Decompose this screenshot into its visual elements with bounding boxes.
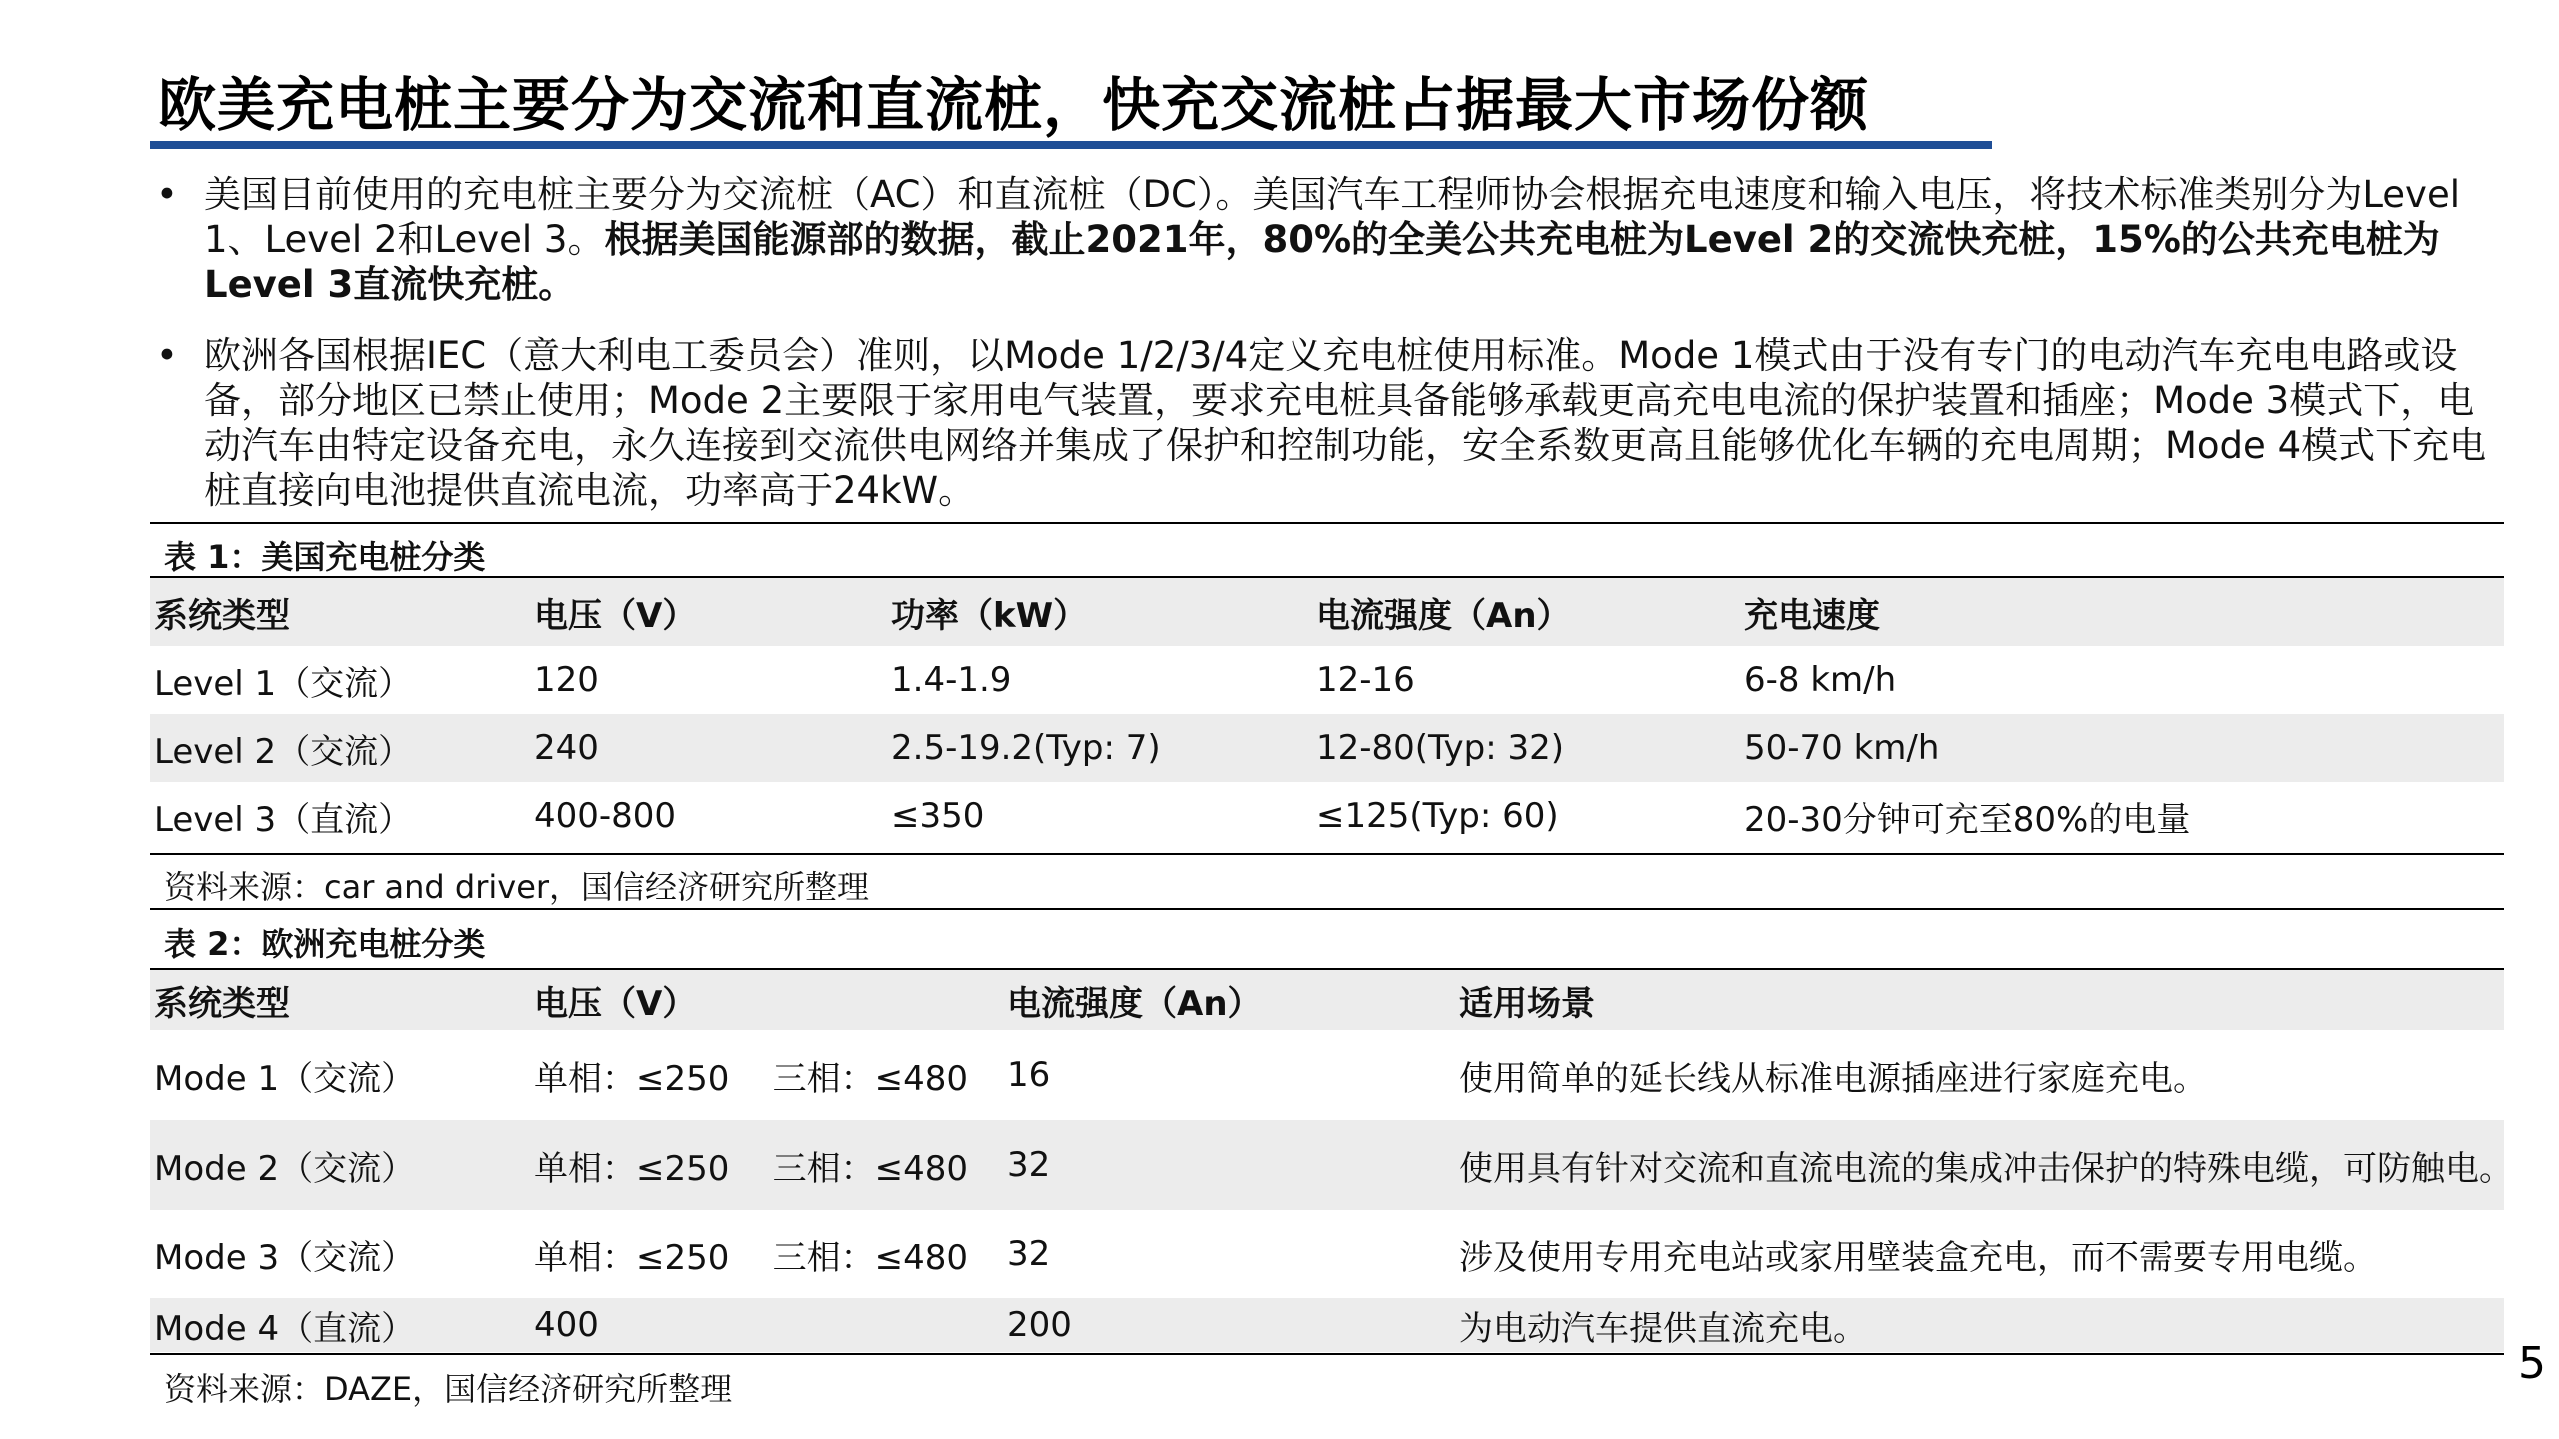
table-cell: Mode 1（交流）	[154, 1058, 416, 1099]
table-cell: 240	[534, 728, 599, 768]
table1-header-cell: 电压（V）	[534, 595, 697, 636]
table-cell: Mode 4（直流）	[154, 1308, 416, 1349]
bullet-item	[150, 172, 2490, 307]
table-row	[150, 1210, 2504, 1298]
table-cell: 2.5-19.2(Typ: 7)	[891, 728, 1161, 768]
table2-header-row	[150, 970, 2504, 1030]
table-cell: 1.4-1.9	[891, 660, 1012, 700]
table-cell: 120	[534, 660, 599, 700]
table-cell: Level 2（交流）	[154, 731, 413, 772]
table1-header-cell: 电流强度（An）	[1316, 595, 1571, 636]
table-cell: ≤125(Typ: 60)	[1316, 796, 1559, 836]
table-cell: 为电动汽车提供直流充电。	[1459, 1308, 1867, 1349]
table2-header-cell: 系统类型	[154, 983, 290, 1024]
bullet-text: 美国目前使用的充电桩主要分为交流桩（AC）和直流桩（DC）。美国汽车工程师协会根据充电速度和输入电压，将技术标准类别分为Level 1、Level 2和Level 3。	[204, 173, 2460, 261]
table-cell: 200	[1007, 1305, 1072, 1345]
table1-bottom-rule	[150, 853, 2504, 855]
bullet-item	[150, 333, 2490, 513]
table2-bottom-rule	[150, 1353, 2504, 1355]
table-cell: 16	[1007, 1055, 1051, 1095]
table1	[150, 578, 2504, 850]
table-cell: 单相：≤250 三相：≤480	[534, 1058, 968, 1099]
table-cell: 12-80(Typ: 32)	[1316, 728, 1565, 768]
table-row	[150, 714, 2504, 782]
table2	[150, 970, 2513, 1352]
table2-top-rule	[150, 908, 2504, 910]
table1-header-cell: 功率（kW）	[891, 595, 1088, 636]
table1-header-cell: 充电速度	[1744, 595, 1880, 636]
table2-caption: 表 2：欧洲充电桩分类	[164, 925, 486, 963]
table-cell: Mode 2（交流）	[154, 1148, 416, 1189]
table1-top-rule	[150, 522, 2504, 524]
table1-source: 资料来源：car and driver，国信经济研究所整理	[164, 868, 870, 906]
table-cell: 使用具有针对交流和直流电流的集成冲击保护的特殊电缆，可防触电。	[1459, 1148, 2513, 1189]
table-row	[150, 782, 2504, 850]
table-row	[150, 646, 2504, 714]
table-cell: 400	[534, 1305, 599, 1345]
table-row	[150, 1120, 2504, 1210]
table1-header-cell: 系统类型	[154, 595, 290, 636]
page-number: 5	[2518, 1338, 2546, 1389]
table2-header-cell: 适用场景	[1459, 983, 1595, 1024]
title-underline	[150, 141, 1992, 149]
bullet-dot-icon: •	[156, 173, 178, 216]
table1-caption: 表 1：美国充电桩分类	[164, 538, 486, 576]
bullet-text: 欧洲各国根据IEC（意大利电工委员会）准则，以Mode 1/2/3/4定义充电桩使用标准。Mode 1模式由于没有专门的电动汽车充电电路或设备，部分地区已禁止使用；Mode 2主要限于家用电气装置，要求充电桩具备能够承载更高充电电流的保护装置和插座；Mode 3模式下，电动汽车由特定设备充电，永久连接到交流供电网络并集成了保护和控制功能，安全系数更高且能够优化车辆的充电周期；Mode 4模式下充电桩直接向电池提供直流电流，功率高于24kW。	[204, 334, 2487, 512]
table-cell: 50-70 km/h	[1744, 728, 1940, 768]
page-title: 欧美充电桩主要分为交流和直流桩，快充交流桩占据最大市场份额	[158, 71, 1870, 139]
table-cell: 6-8 km/h	[1744, 660, 1897, 700]
table-cell: 使用简单的延长线从标准电源插座进行家庭充电。	[1459, 1058, 2207, 1099]
bullet-list	[150, 172, 2490, 513]
table-cell: 32	[1007, 1145, 1051, 1185]
table-cell: Level 1（交流）	[154, 663, 413, 704]
bullet-bold-text: 根据美国能源部的数据，截止2021年，80%的全美公共充电桩为Level 2的交流快充桩，15%的公共充电桩为Level 3直流快充桩。	[204, 218, 2440, 306]
table2-header-cell: 电流强度（An）	[1007, 983, 1262, 1024]
table-cell: 涉及使用专用充电站或家用壁装盒充电，而不需要专用电缆。	[1459, 1237, 2377, 1278]
table-cell: Mode 3（交流）	[154, 1237, 416, 1278]
table2-header-cell: 电压（V）	[534, 983, 697, 1024]
table-cell: 20-30分钟可充至80%的电量	[1744, 799, 2191, 840]
table-cell: 32	[1007, 1234, 1051, 1274]
table-row	[150, 1030, 2504, 1120]
table-cell: 400-800	[534, 796, 677, 836]
table-cell: 单相：≤250 三相：≤480	[534, 1237, 968, 1278]
table-cell: ≤350	[891, 796, 985, 836]
table-cell: 单相：≤250 三相：≤480	[534, 1148, 968, 1189]
table-row	[150, 1298, 2504, 1352]
table-cell: 12-16	[1316, 660, 1415, 700]
table2-source: 资料来源：DAZE，国信经济研究所整理	[164, 1370, 733, 1408]
bullet-dot-icon: •	[156, 334, 178, 377]
table-cell: Level 3（直流）	[154, 799, 413, 840]
table1-header-row	[150, 578, 2504, 646]
